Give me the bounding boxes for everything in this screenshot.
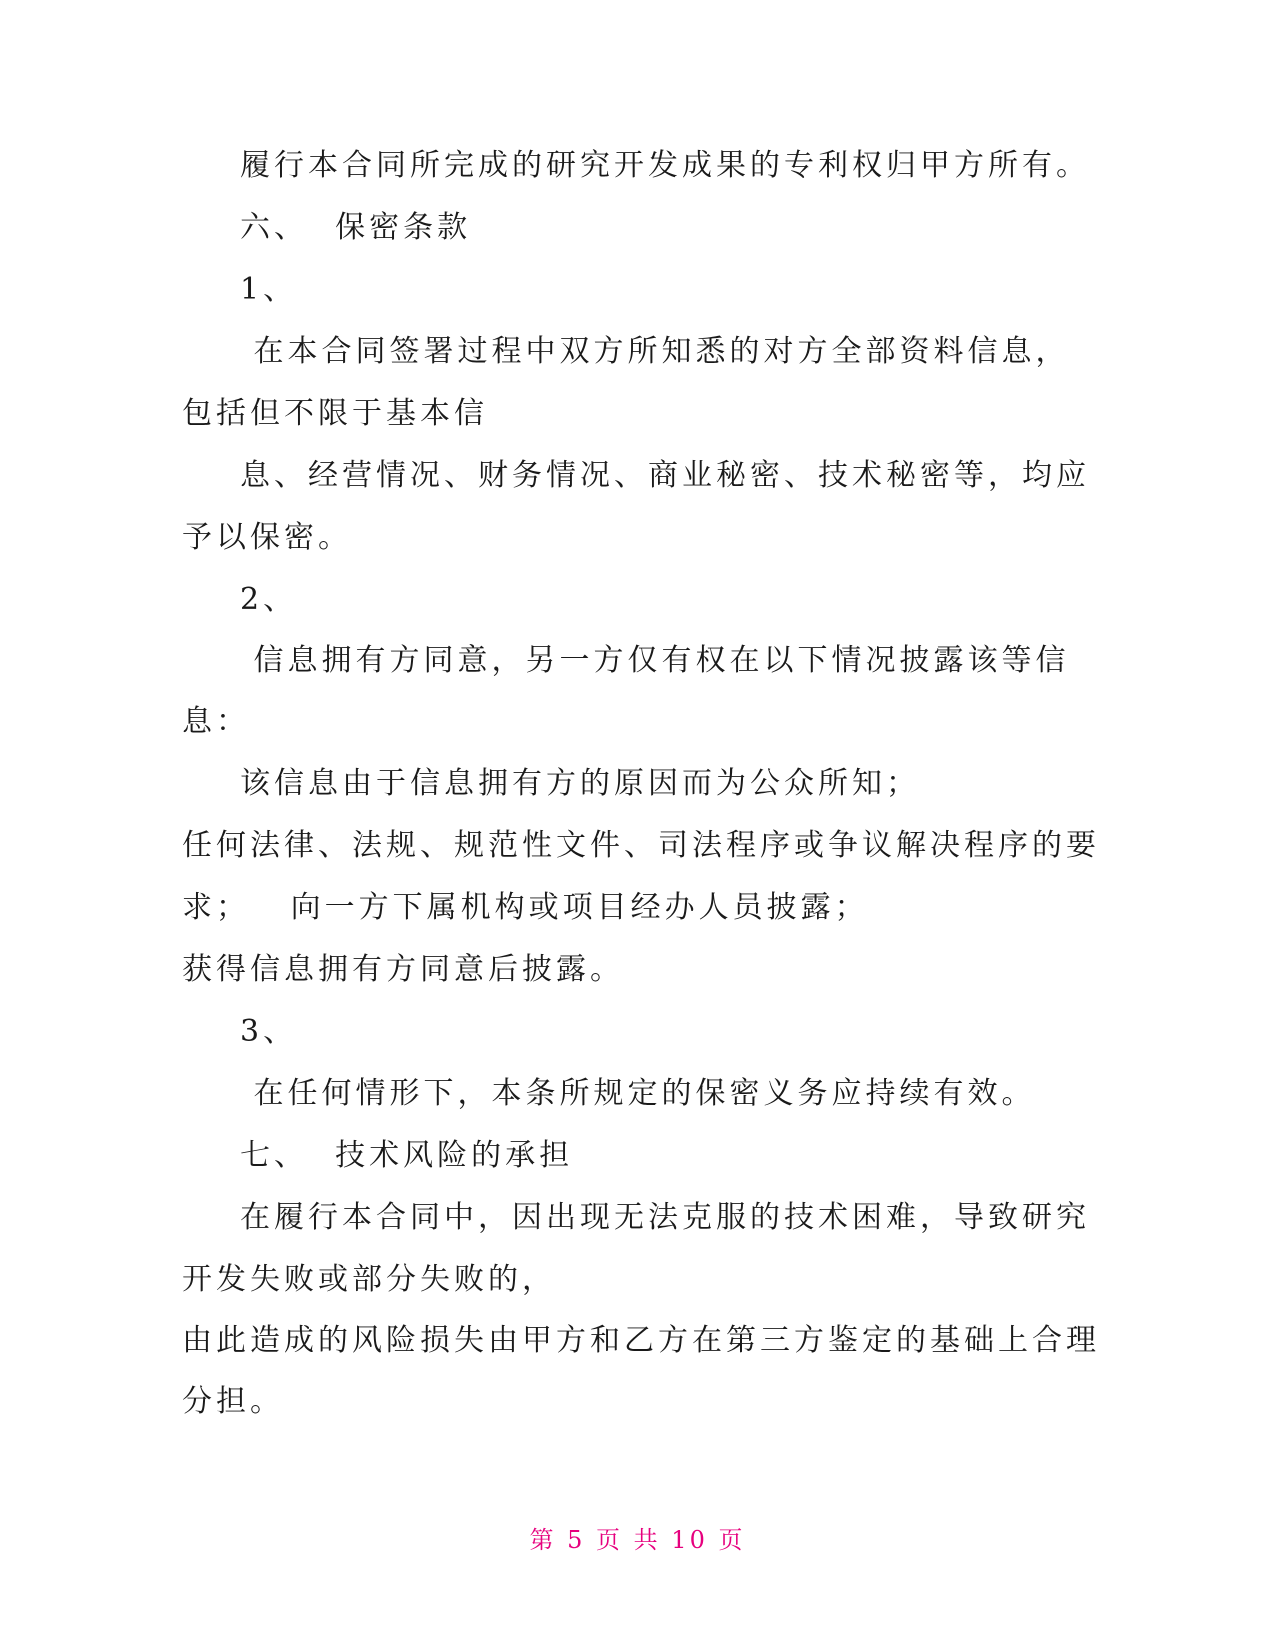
section-heading-confidentiality: 六、 保密条款 [240,210,472,245]
list-item: 求； 向一方下属机构或项目经办人员披露； [182,890,869,925]
paragraph-line: 息、经营情况、财务情况、商业秘密、技术秘密等，均应 [240,458,1090,493]
list-item: 任何法律、法规、规范性文件、司法程序或争议解决程序的要 [182,828,1100,863]
paragraph-line: 在履行本合同中，因出现无法克服的技术困难，导致研究 [240,1200,1090,1235]
paragraph-line: 开发失败或部分失败的， [182,1262,556,1297]
paragraph-line: 由此造成的风险损失由甲方和乙方在第三方鉴定的基础上合理 [182,1323,1100,1358]
paragraph-line: 予以保密。 [182,520,352,555]
paragraph-line: 息： [182,704,250,739]
paragraph-line: 分担。 [182,1384,284,1419]
paragraph-line: 信息拥有方同意，另一方仅有权在以下情况披露该等信 [240,643,1070,678]
list-item: 该信息由于信息拥有方的原因而为公众所知； [240,766,920,801]
clause-number: 3、 [240,1014,298,1049]
paragraph-line: 在任何情形下，本条所规定的保密义务应持续有效。 [240,1076,1036,1111]
clause-number: 1、 [240,272,298,307]
page-number-footer: 第 5 页 共 10 页 [529,1526,746,1554]
paragraph-line: 在本合同签署过程中双方所知悉的对方全部资料信息， [240,334,1070,369]
clause-number: 2、 [240,582,298,617]
paragraph-line: 履行本合同所完成的研究开发成果的专利权归甲方所有。 [240,148,1090,183]
paragraph-line: 包括但不限于基本信 [182,396,488,431]
list-item: 获得信息拥有方同意后披露。 [182,952,624,987]
section-heading-technical-risk: 七、 技术风险的承担 [240,1138,574,1173]
